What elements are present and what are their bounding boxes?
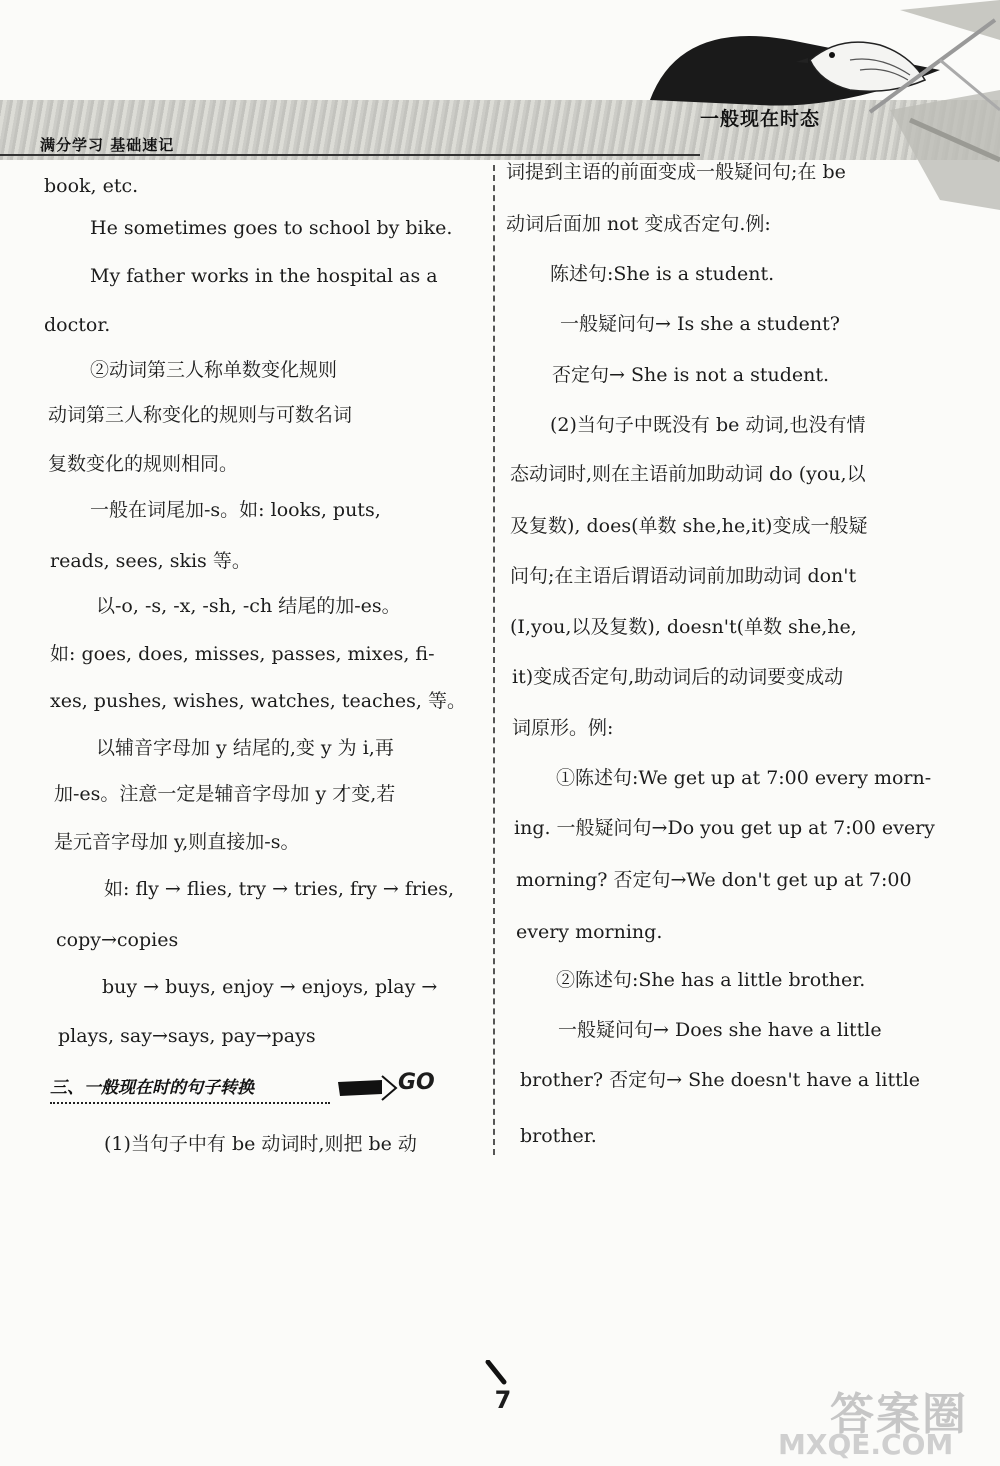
example-line: plays, say→says, pay→pays	[58, 1025, 316, 1047]
subsection-title: ②动词第三人称单数变化规则	[90, 359, 338, 381]
example-line: 一般疑问句→ Is she a student?	[560, 313, 840, 335]
example-line: ②陈述句:She has a little brother.	[556, 969, 866, 991]
series-label: 满分学习 基础速记	[40, 136, 175, 154]
text-line: 词原形。例:	[512, 717, 614, 739]
text-line: My father works in the hospital as a	[90, 265, 438, 287]
text-line: 词提到主语的前面变成一般疑问句;在 be	[506, 161, 846, 183]
section-heading: 三、一般现在时的句子转换	[50, 1078, 254, 1098]
watermark-text: 答案圈	[830, 1389, 968, 1440]
example-line: every morning.	[516, 921, 663, 943]
example-line: 如: fly → flies, try → tries, fry → fries,	[104, 878, 455, 900]
text-line: (1)当句子中有 be 动词时,则把 be 动	[104, 1133, 417, 1155]
text-line: 是元音字母加 y,则直接加-s。	[54, 831, 300, 853]
go-label: GO	[398, 1070, 435, 1095]
text-line: 动词第三人称变化的规则与可数名词	[48, 404, 353, 426]
chapter-title: 一般现在时态	[700, 108, 821, 130]
text-line: 以辅音字母加 y 结尾的,变 y 为 i,再	[96, 737, 394, 759]
example-line: morning? 否定句→We don't get up at 7:00	[516, 869, 912, 891]
text-line: 动词后面加 not 变成否定句.例:	[506, 213, 771, 235]
example-line: ①陈述句:We get up at 7:00 every morn-	[556, 767, 932, 789]
example-line: 否定句→ She is not a student.	[552, 364, 830, 386]
text-line: reads, sees, skis 等。	[50, 550, 251, 572]
text-line: 问句;在主语后谓语动词前加助动词 don't	[510, 565, 857, 587]
example-line: 一般疑问句→ Does she have a little	[558, 1019, 882, 1041]
text-line: xes, pushes, wishes, watches, teaches, 等。	[50, 690, 466, 712]
text-line: 态动词时,则在主语前加助动词 do (you,以	[510, 463, 866, 485]
text-line: book, etc.	[44, 175, 139, 197]
example-line: brother? 否定句→ She doesn't have a little	[520, 1069, 921, 1091]
page-number: 7	[494, 1386, 512, 1414]
text-line: (2)当句子中既没有 be 动词,也没有情	[550, 414, 866, 436]
text-line: 一般在词尾加-s。如: looks, puts,	[90, 499, 381, 521]
column-divider	[493, 165, 495, 1155]
text-line: 及复数), does(单数 she,he,it)变成一般疑	[510, 515, 868, 537]
section-heading-underline	[50, 1100, 330, 1104]
example-line: buy → buys, enjoy → enjoys, play →	[102, 976, 438, 998]
text-line: He sometimes goes to school by bike.	[90, 217, 453, 239]
text-line: 复数变化的规则相同。	[48, 453, 239, 475]
text-line: 以-o, -s, -x, -sh, -ch 结尾的加-es。	[96, 595, 401, 617]
text-line: 加-es。注意一定是辅音字母加 y 才变,若	[54, 783, 396, 805]
example-line: copy→copies	[56, 929, 179, 951]
text-line: doctor.	[44, 314, 111, 336]
example-line: ing. 一般疑问句→Do you get up at 7:00 every	[514, 817, 935, 839]
example-line: brother.	[520, 1125, 597, 1147]
text-line: (I,you,以及复数), doesn't(单数 she,he,	[510, 616, 857, 638]
example-line: 陈述句:She is a student.	[550, 263, 775, 285]
text-line: 如: goes, does, misses, passes, mixes, fi-	[50, 643, 435, 665]
text-line: it)变成否定句,助动词后的动词要变成动	[512, 666, 844, 688]
watermark-url: MXQE.COM	[778, 1428, 954, 1461]
